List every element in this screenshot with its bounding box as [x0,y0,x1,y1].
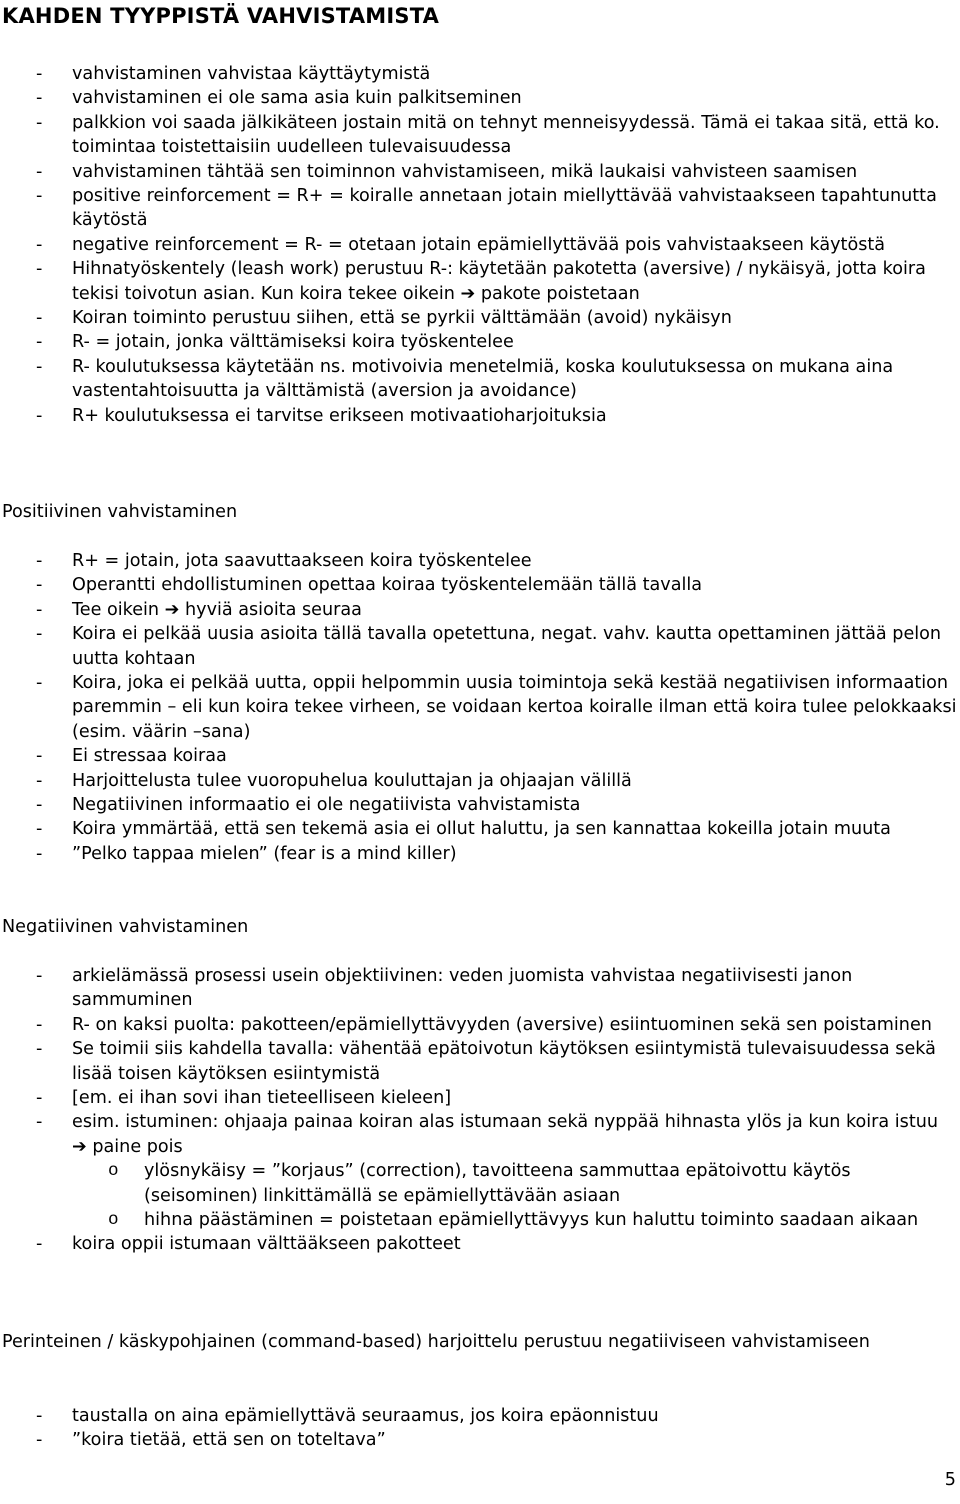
page-number: 5 [944,1470,956,1490]
dash-bullet: - [36,575,43,596]
dash-bullet: - [36,770,43,791]
dash-bullet: - [36,332,43,353]
list-item: - Koira ymmärtää, että sen tekemä asia ei ollut haluttu, ja sen kannattaa kokeilla jotain muuta [0,817,958,841]
intro-list [0,62,958,428]
list-item: - R- = jotain, jonka välttämiseksi koira työskentelee [0,330,958,354]
dash-bullet: - [36,161,43,182]
list-item: - vahvistaminen vahvistaa käyttäytymistä [0,62,958,86]
negative-section [0,964,958,1257]
list-item: - Negatiivinen informaatio ei ole negatiivista vahvistamista [0,793,958,817]
list-item: - Koira, joka ei pelkää uutta, oppii helpommin uusia toimintoja sekä kestää negatiivisen informaation paremmin – eli kun koira tekee virheen, se voidaan kertoa koiralle ilman että koira tulee pelokkaaksi (esim. väärin –sana) [36,673,957,742]
dash-bullet: - [36,234,43,255]
list-item: - positive reinforcement = R+ = koiralle annetaan jotain miellyttävää vahvistaakseen tapahtunutta käytöstä [36,186,937,231]
list-item: - R+ koulutuksessa ei tarvitse erikseen motivaatioharjoituksia [0,404,958,428]
dash-bullet: - [36,624,43,645]
dash-bullet: - [36,1088,43,1109]
list-item: - Harjoittelusta tulee vuoropuhelua kouluttajan ja ohjaajan välillä [0,769,958,793]
list-item: - ”koira tietää, että sen on toteltava” [0,1428,958,1452]
list-item: - koira oppii istumaan välttääkseen pakotteet [0,1232,958,1256]
list-item: - vahvistaminen ei ole sama asia kuin palkitseminen [0,86,958,110]
dash-bullet: - [36,746,43,767]
positive-list [0,549,958,866]
dash-bullet: - [36,1014,43,1035]
list-item: - Operantti ehdollistuminen opettaa koiraa työskentelemään tällä tavalla [0,573,958,597]
sub-list-item: o ylösnykäisy = ”korjaus” (correction), tavoitteena sammuttaa epätoivottu käytös (seisominen) linkittämällä se epämiellyttävään asiaan [108,1161,851,1206]
list-item: - Koiran toiminto perustuu siihen, että se pyrkii välttämään (avoid) nykäisyn [0,306,958,330]
negative-list [0,964,958,1257]
list-item: - Hihnatyöskentely (leash work) perustuu R-: käytetään pakotetta (aversive) / nykäisyä, jotta koira tekisi toivotun asian. Kun koira tekee oikein ➔ pakote poistetaan [36,259,926,304]
dash-bullet: - [36,795,43,816]
list-item: - R- on kaksi puolta: pakotteen/epämiellyttävyyden (aversive) esiintuominen sekä sen poistaminen [0,1013,958,1037]
sub-list [0,1159,958,1232]
dash-bullet: - [36,356,43,377]
dash-bullet: - [36,551,43,571]
section-heading-traditional: Perinteinen / käskypohjainen (command-based) harjoittelu perustuu negatiiviseen vahvistamiseen [2,1332,870,1352]
dash-bullet: - [36,64,43,84]
dash-bullet: - [36,1234,43,1255]
dash-bullet: - [36,966,43,986]
list-item: - ”Pelko tappaa mielen” (fear is a mind killer) [0,842,958,866]
dash-bullet: - [36,186,43,207]
sub-list-item: o hihna päästäminen = poistetaan epämiellyttävyys kun haluttu toiminto saadaan aikaan [0,1208,958,1232]
section-heading-positive: Positiivinen vahvistaminen [2,502,238,522]
dash-bullet: - [36,843,43,864]
positive-section [0,549,958,866]
list-item: - R- koulutuksessa käytetään ns. motivoivia menetelmiä, koska koulutuksessa on mukana aina vastentahtoisuutta ja välttämistä (aversion ja avoidance) [36,356,894,402]
list-item: - esim. istuminen: ohjaaja painaa koiran alas istumaan sekä nyppää hihnasta ylös ja kun koira istuu ➔ paine pois o ylösnykäisy = ”korjaus” (correction), tavoitteena sammuttaa epätoivottu käytös (seisominen) linkittämällä se epämiellyttävään asiaan o hihna päästäminen = poistetaan epämiellyttävyys kun haluttu toiminto saadaan aikaan [0,1110,958,1232]
dash-bullet: - [36,599,43,620]
list-item: - arkielämässä prosessi usein objektiivinen: veden juomista vahvistaa negatiivisesti janon sammuminen [36,966,853,1011]
dash-bullet: - [36,308,43,329]
list-item: - Koira ei pelkää uusia asioita tällä tavalla opetettuna, negat. vahv. kautta opettaminen jättää pelon uutta kohtaan [36,624,942,669]
traditional-section [0,1404,958,1453]
dash-bullet: - [36,112,43,133]
list-item: - R+ = jotain, jota saavuttaakseen koira työskentelee [0,549,958,573]
traditional-list [0,1404,958,1453]
dash-bullet: - [36,1112,43,1133]
list-item: - vahvistaminen tähtää sen toiminnon vahvistamiseen, mikä laukaisi vahvisteen saamisen [0,160,958,184]
list-item: - negative reinforcement = R- = otetaan jotain epämiellyttävää pois vahvistaakseen käytöstä [0,233,958,257]
o-bullet: o [108,1161,119,1182]
dash-bullet: - [36,673,43,694]
dash-bullet: - [36,405,43,426]
section-heading-negative: Negatiivinen vahvistaminen [2,917,249,937]
dash-bullet: - [36,1430,43,1451]
list-item: - taustalla on aina epämiellyttävä seuraamus, jos koira epäonnistuu [0,1404,958,1428]
dash-bullet: - [36,88,43,109]
dash-bullet: - [36,1039,43,1060]
dash-bullet: - [36,1406,43,1426]
dash-bullet: - [36,259,43,280]
list-item: - Ei stressaa koiraa [0,744,958,768]
dash-bullet: - [36,819,43,840]
list-item: - Se toimii siis kahdella tavalla: vähentää epätoivotun käytöksen esiintymistä tulevaisuudessa sekä lisää toisen käytöksen esiintymistä [36,1039,936,1084]
list-item: - Tee oikein ➔ hyviä asioita seuraa [0,598,958,622]
list-item: - palkkion voi saada jälkikäteen jostain mitä on tehnyt menneisyydessä. Tämä ei takaa sitä, että ko. toimintaa toistettaisiin uudelleen tulevaisuudessa [36,112,940,158]
list-item: - [em. ei ihan sovi ihan tieteelliseen kieleen] [0,1086,958,1110]
o-bullet: o [108,1210,119,1231]
page-title: KAHDEN TYYPPISTÄ VAHVISTAMISTA [2,4,440,28]
intro-section [0,62,958,428]
